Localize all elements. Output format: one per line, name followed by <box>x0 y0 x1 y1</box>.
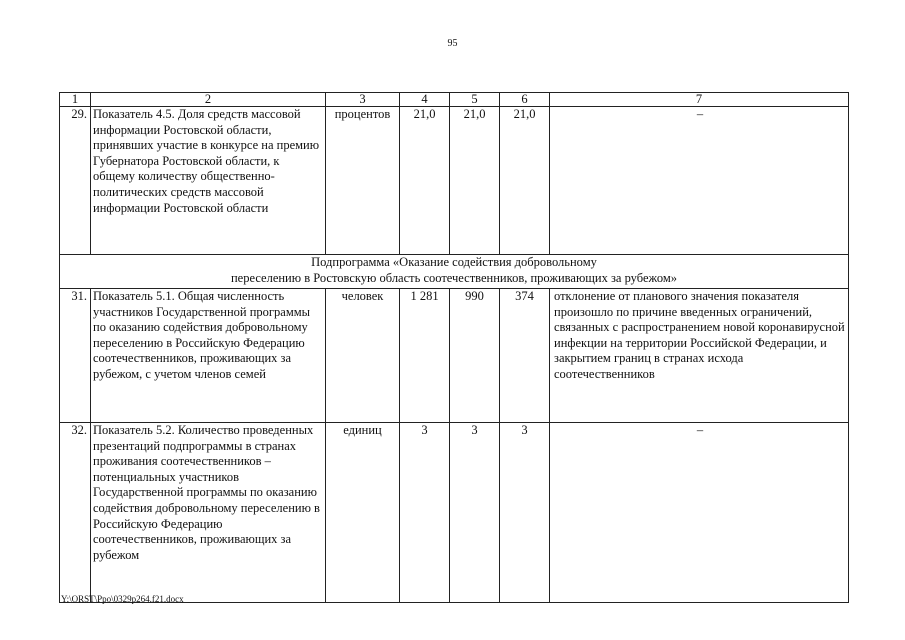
value-col4: 1 281 <box>400 289 450 423</box>
column-header: 4 <box>400 93 450 107</box>
column-header: 6 <box>500 93 550 107</box>
unit: человек <box>326 289 400 423</box>
value-col5: 21,0 <box>450 107 500 255</box>
subprogram-title <box>60 255 849 289</box>
subprogram-row <box>60 255 849 289</box>
indicator-name: Показатель 4.5. Доля средств массовой информации Ростовской области, принявших участие в конкурсе на премию Губернатора Ростовской области, к общему количеству общественно-политических средств массовой информации Ростовской области <box>91 107 326 255</box>
row-number: 32. <box>60 423 91 603</box>
column-header: 5 <box>450 93 500 107</box>
column-header: 7 <box>550 93 849 107</box>
subprogram-line-1: Подпрограмма «Оказание содействия добровольному <box>311 255 597 269</box>
indicators-table <box>59 92 849 603</box>
note: отклонение от планового значения показателя произошло по причине введенных ограничений, связанных с распространением новой коронавирусной инфекции на территории Российской Федерации, и закрытием границ в странах исхода соотечественников <box>550 289 849 423</box>
value-col4: 21,0 <box>400 107 450 255</box>
value-col5: 990 <box>450 289 500 423</box>
column-header: 1 <box>60 93 91 107</box>
table-row <box>60 107 849 255</box>
column-header: 3 <box>326 93 400 107</box>
file-path-footer: Y:\ORST\Ppo\0329p264.f21.docx <box>61 594 184 604</box>
table-row <box>60 289 849 423</box>
value-col4: 3 <box>400 423 450 603</box>
note: – <box>550 107 849 255</box>
unit: процентов <box>326 107 400 255</box>
note: – <box>550 423 849 603</box>
value-col6: 3 <box>500 423 550 603</box>
value-col6: 21,0 <box>500 107 550 255</box>
unit: единиц <box>326 423 400 603</box>
value-col5: 3 <box>450 423 500 603</box>
row-number: 29. <box>60 107 91 255</box>
indicator-name: Показатель 5.2. Количество проведенных презентаций подпрограммы в странах проживания соотечественников – потенциальных участников Государственной программы по оказанию содействия добровольному переселению в Российскую Федерацию соотечественников, проживающих за рубежом <box>91 423 326 603</box>
row-number: 31. <box>60 289 91 423</box>
table-row <box>60 423 849 603</box>
table-header-row <box>60 93 849 107</box>
column-header: 2 <box>91 93 326 107</box>
value-col6: 374 <box>500 289 550 423</box>
page-number: 95 <box>447 38 458 49</box>
indicator-name: Показатель 5.1. Общая численность участников Государственной программы по оказанию содействия добровольному переселению в Российскую Федерацию соотечественников, проживающих за рубежом, с учетом членов семей <box>91 289 326 423</box>
subprogram-line-2: переселению в Ростовскую область соотечественников, проживающих за рубежом» <box>230 270 678 285</box>
